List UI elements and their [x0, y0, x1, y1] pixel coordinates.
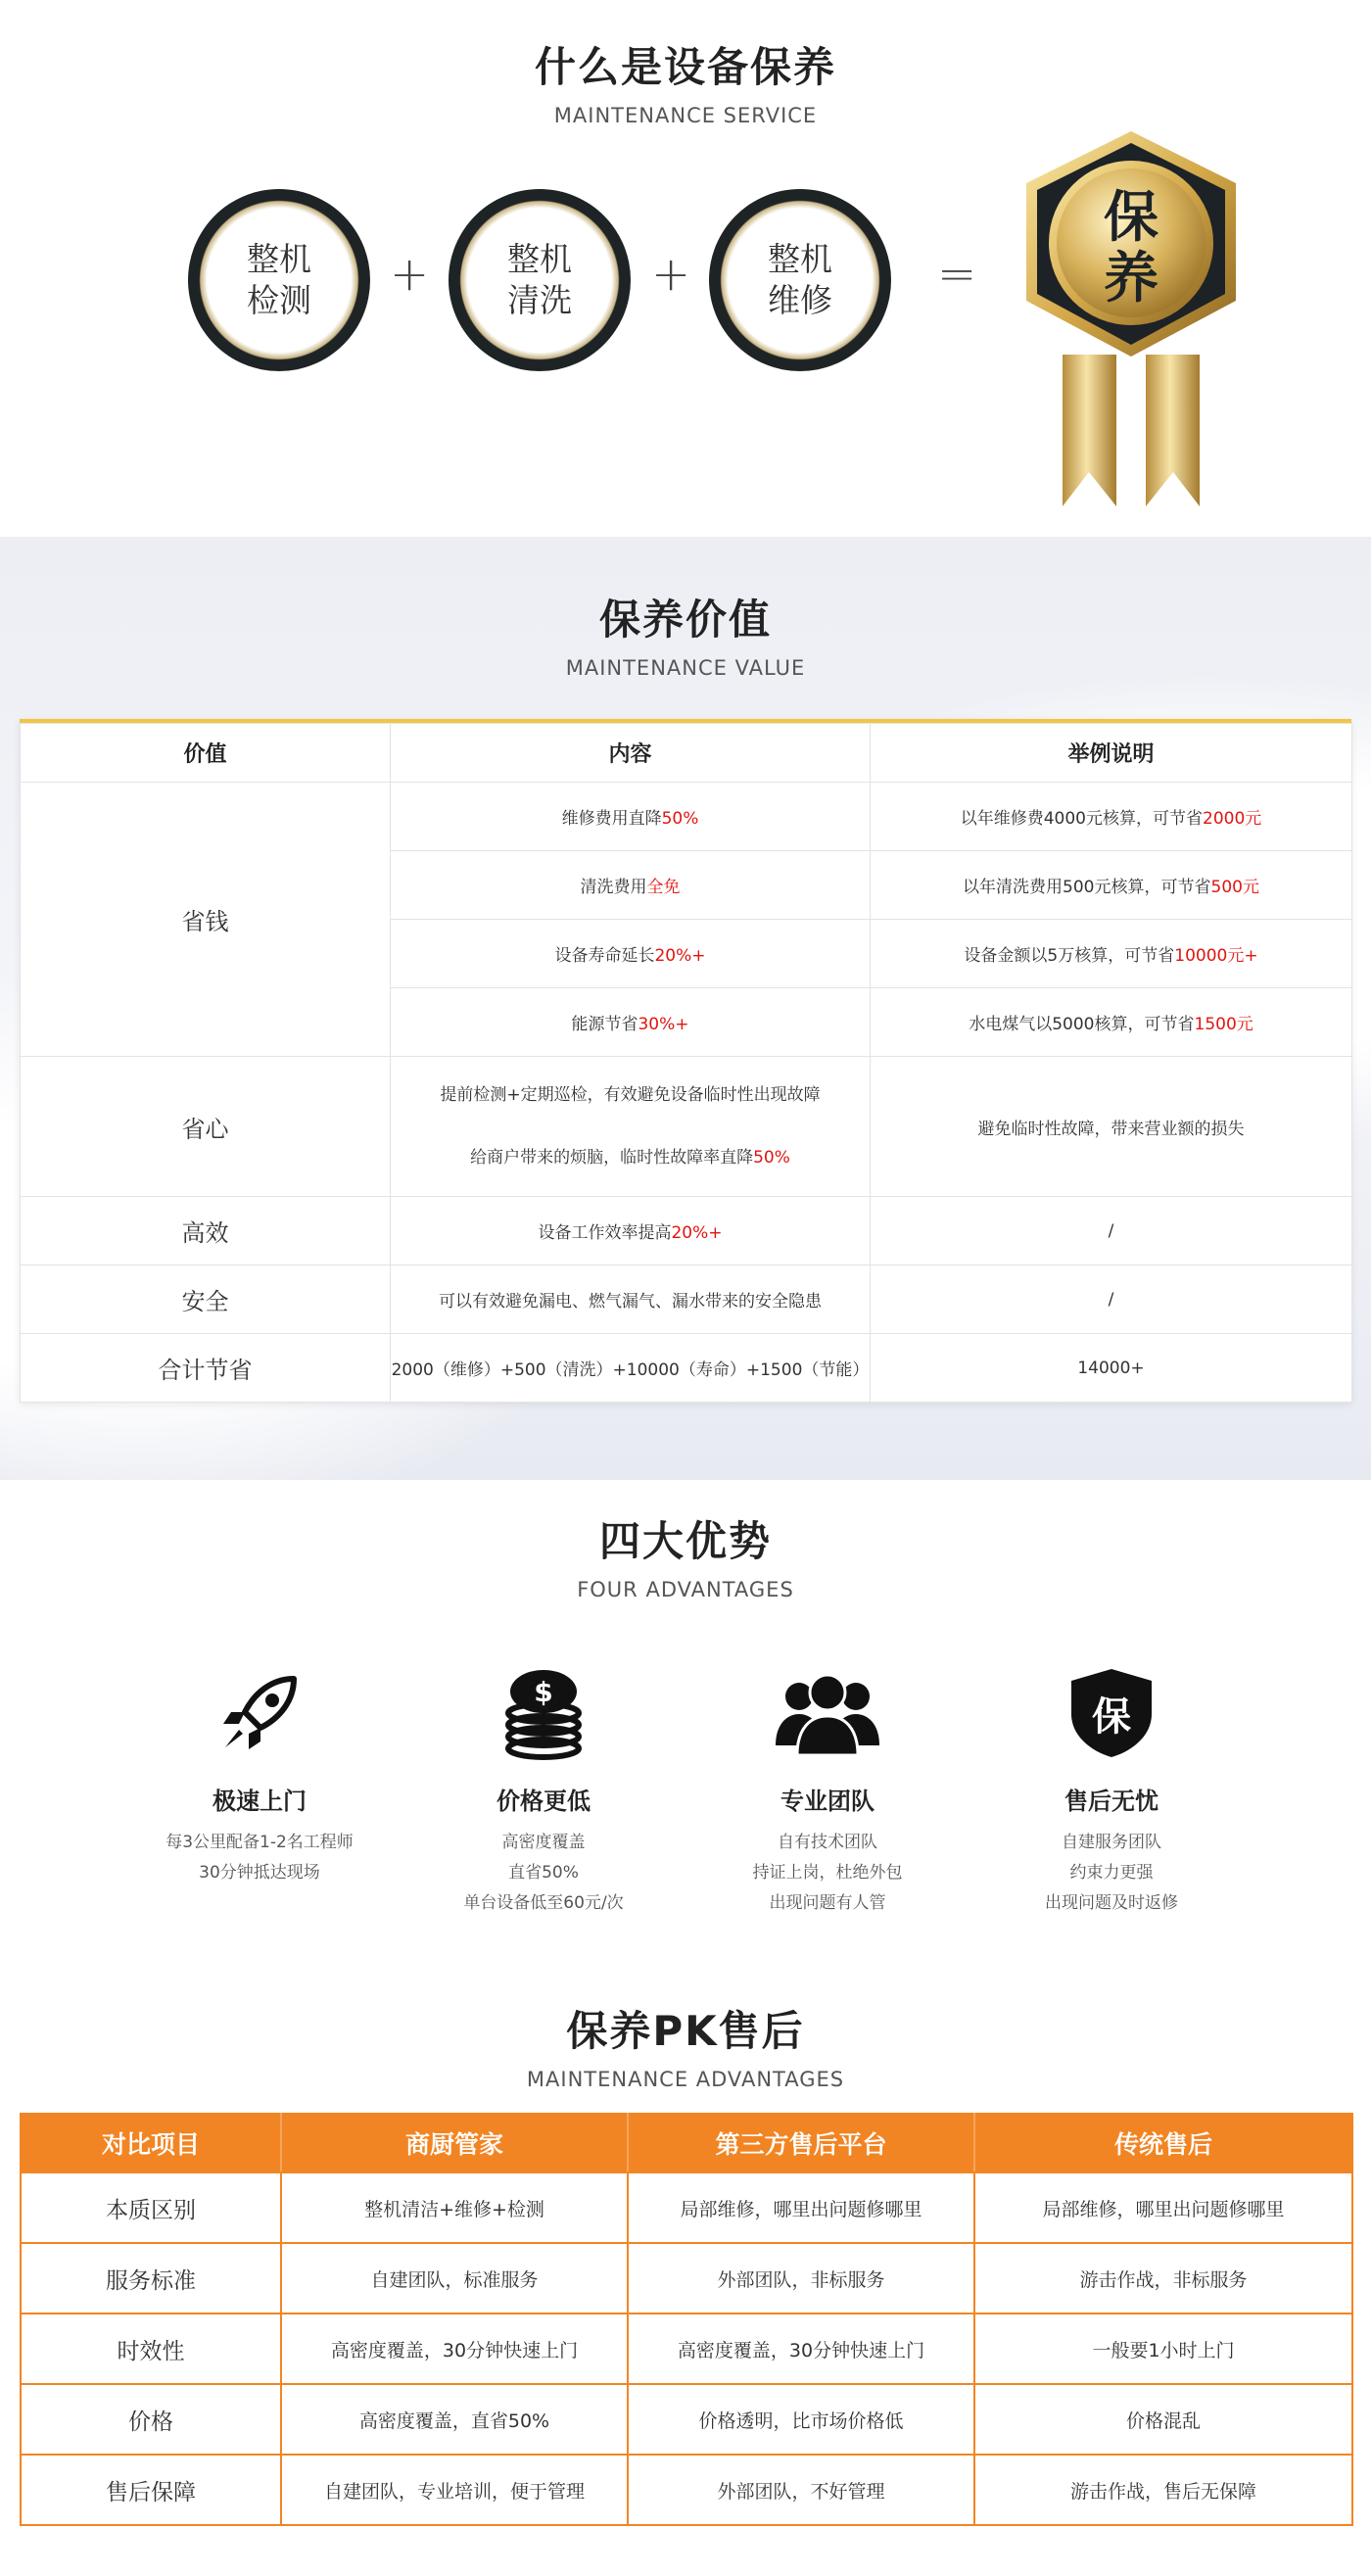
section-title: 保养价值	[598, 596, 772, 644]
table-cell: 局部维修，哪里出问题修哪里	[628, 2172, 974, 2243]
circle-cleaning	[449, 189, 631, 371]
table-cell: 游击作战，售后无保障	[974, 2455, 1352, 2525]
advantage-title: 售后无忧	[1064, 1788, 1158, 1815]
table-header: 内容	[391, 724, 871, 783]
medal-text: 保	[1104, 186, 1158, 250]
example-cell: /	[871, 1197, 1352, 1265]
advantage-item	[406, 1666, 681, 1919]
coins-icon	[406, 1666, 681, 1760]
equals-sign: =	[937, 247, 977, 302]
example-cell: 以年清洗费用500元核算，可节省500元	[871, 851, 1352, 920]
section-subtitle: MAINTENANCE ADVANTAGES	[526, 2068, 845, 2091]
table-cell: 整机清洁+维修+检测	[281, 2172, 628, 2243]
advantage-item	[122, 1666, 397, 1888]
advantage-title: 极速上门	[213, 1788, 307, 1815]
advantage-line: 单台设备低至60元/次	[463, 1893, 624, 1913]
section-subtitle: MAINTENANCE VALUE	[565, 656, 806, 680]
advantage-line: 出现问题有人管	[769, 1893, 886, 1913]
shield-icon	[974, 1666, 1249, 1760]
section-four-advantages	[0, 1480, 1371, 1970]
table-cell: 时效性	[21, 2314, 281, 2384]
content-cell: 设备寿命延长20%+	[391, 920, 871, 988]
circle-label: 检测	[247, 281, 311, 319]
section-title: 四大优势	[598, 1517, 772, 1565]
content-cell: 清洗费用全免	[391, 851, 871, 920]
example-cell: 避免临时性故障，带来营业额的损失	[871, 1057, 1352, 1197]
advantage-item	[690, 1666, 965, 1919]
table-row	[21, 1334, 1352, 1403]
table-row	[21, 1197, 1352, 1265]
table-header: 商厨管家	[281, 2114, 628, 2172]
category-cell: 安全	[21, 1265, 391, 1334]
category-cell: 省钱	[21, 783, 391, 1057]
circle-label: 清洗	[507, 281, 572, 319]
content-cell: 可以有效避免漏电、燃气漏气、漏水带来的安全隐患	[391, 1265, 871, 1334]
content-cell: 提前检测+定期巡检，有效避免设备临时性出现故障 给商户带来的烦脑，临时性故障率直降50%	[391, 1057, 871, 1197]
example-cell: 以年维修费4000元核算，可节省2000元	[871, 783, 1352, 851]
table-header: 举例说明	[871, 724, 1352, 783]
advantage-line: 30分钟抵达现场	[199, 1863, 320, 1883]
example-cell: 水电煤气以5000核算，可节省1500元	[871, 988, 1352, 1057]
rocket-icon	[122, 1666, 397, 1760]
advantage-line: 约束力更强	[1069, 1863, 1154, 1883]
category-cell: 省心	[21, 1057, 391, 1197]
circle-label: 整机	[507, 240, 572, 278]
example-cell: /	[871, 1265, 1352, 1334]
advantage-line: 自有技术团队	[778, 1833, 877, 1852]
table-row	[21, 2243, 1352, 2314]
circle-label: 整机	[247, 240, 311, 278]
table-header: 对比项目	[21, 2114, 281, 2172]
category-cell: 高效	[21, 1197, 391, 1265]
table-row	[21, 2314, 1352, 2384]
category-cell: 合计节省	[21, 1334, 391, 1403]
table-row	[21, 2455, 1352, 2525]
circle-repair	[709, 189, 891, 371]
circle-label: 维修	[768, 281, 832, 319]
advantage-title: 专业团队	[780, 1788, 875, 1815]
medal-icon	[1009, 129, 1253, 511]
advantage-line: 自建服务团队	[1062, 1833, 1161, 1852]
advantage-line: 持证上岗，杜绝外包	[752, 1863, 903, 1883]
medal-text: 养	[1104, 247, 1158, 310]
svg-text:$: $	[534, 1676, 553, 1708]
section-maintenance-service	[0, 0, 1371, 537]
section-title: 保养PK售后	[566, 2007, 805, 2055]
table-row	[21, 1057, 1352, 1197]
table-cell: 售后保障	[21, 2455, 281, 2525]
section-maintenance-value	[0, 537, 1371, 1480]
advantage-line: 高密度覆盖	[501, 1833, 586, 1852]
table-cell: 高密度覆盖，30分钟快速上门	[628, 2314, 974, 2384]
table-header: 价值	[21, 724, 391, 783]
table-cell: 价格	[21, 2384, 281, 2455]
shield-badge-text: 保	[1092, 1694, 1131, 1740]
table-cell: 自建团队，标准服务	[281, 2243, 628, 2314]
content-cell: 2000（维修）+500（清洗）+10000（寿命）+1500（节能）	[391, 1334, 871, 1403]
example-cell: 设备金额以5万核算，可节省10000元+	[871, 920, 1352, 988]
table-cell: 本质区别	[21, 2172, 281, 2243]
plus-sign: +	[390, 247, 430, 302]
table-cell: 高密度覆盖，直省50%	[281, 2384, 628, 2455]
table-cell: 游击作战，非标服务	[974, 2243, 1352, 2314]
comparison-table	[20, 2113, 1351, 2526]
advantage-line: 出现问题及时返修	[1045, 1893, 1178, 1913]
table-cell: 外部团队，不好管理	[628, 2455, 974, 2525]
team-icon	[690, 1666, 965, 1760]
total-savings: 14000+	[871, 1334, 1352, 1403]
content-cell: 设备工作效率提高20%+	[391, 1197, 871, 1265]
advantage-item	[974, 1666, 1249, 1919]
table-cell: 局部维修，哪里出问题修哪里	[974, 2172, 1352, 2243]
table-row	[21, 783, 1352, 851]
section-subtitle: MAINTENANCE SERVICE	[553, 104, 818, 127]
table-row	[21, 2384, 1352, 2455]
advantage-title: 价格更低	[496, 1788, 591, 1815]
table-cell: 价格透明，比市场价格低	[628, 2384, 974, 2455]
table-header: 第三方售后平台	[628, 2114, 974, 2172]
advantage-line: 直省50%	[508, 1863, 579, 1883]
table-header: 传统售后	[974, 2114, 1352, 2172]
value-table	[20, 719, 1351, 1403]
table-cell: 自建团队，专业培训，便于管理	[281, 2455, 628, 2525]
section-title: 什么是设备保养	[534, 43, 836, 91]
plus-sign: +	[651, 247, 691, 302]
table-row	[21, 1265, 1352, 1334]
table-row	[21, 2172, 1352, 2243]
section-subtitle: FOUR ADVANTAGES	[577, 1578, 794, 1601]
table-cell: 服务标准	[21, 2243, 281, 2314]
section-pk-comparison	[0, 1970, 1371, 2576]
table-cell: 一般要1小时上门	[974, 2314, 1352, 2384]
content-cell: 能源节省30%+	[391, 988, 871, 1057]
advantage-line: 每3公里配备1-2名工程师	[165, 1833, 354, 1852]
table-cell: 外部团队，非标服务	[628, 2243, 974, 2314]
table-cell: 高密度覆盖，30分钟快速上门	[281, 2314, 628, 2384]
table-cell: 价格混乱	[974, 2384, 1352, 2455]
circle-inspection	[188, 189, 370, 371]
circle-label: 整机	[768, 240, 832, 278]
content-cell: 维修费用直降50%	[391, 783, 871, 851]
